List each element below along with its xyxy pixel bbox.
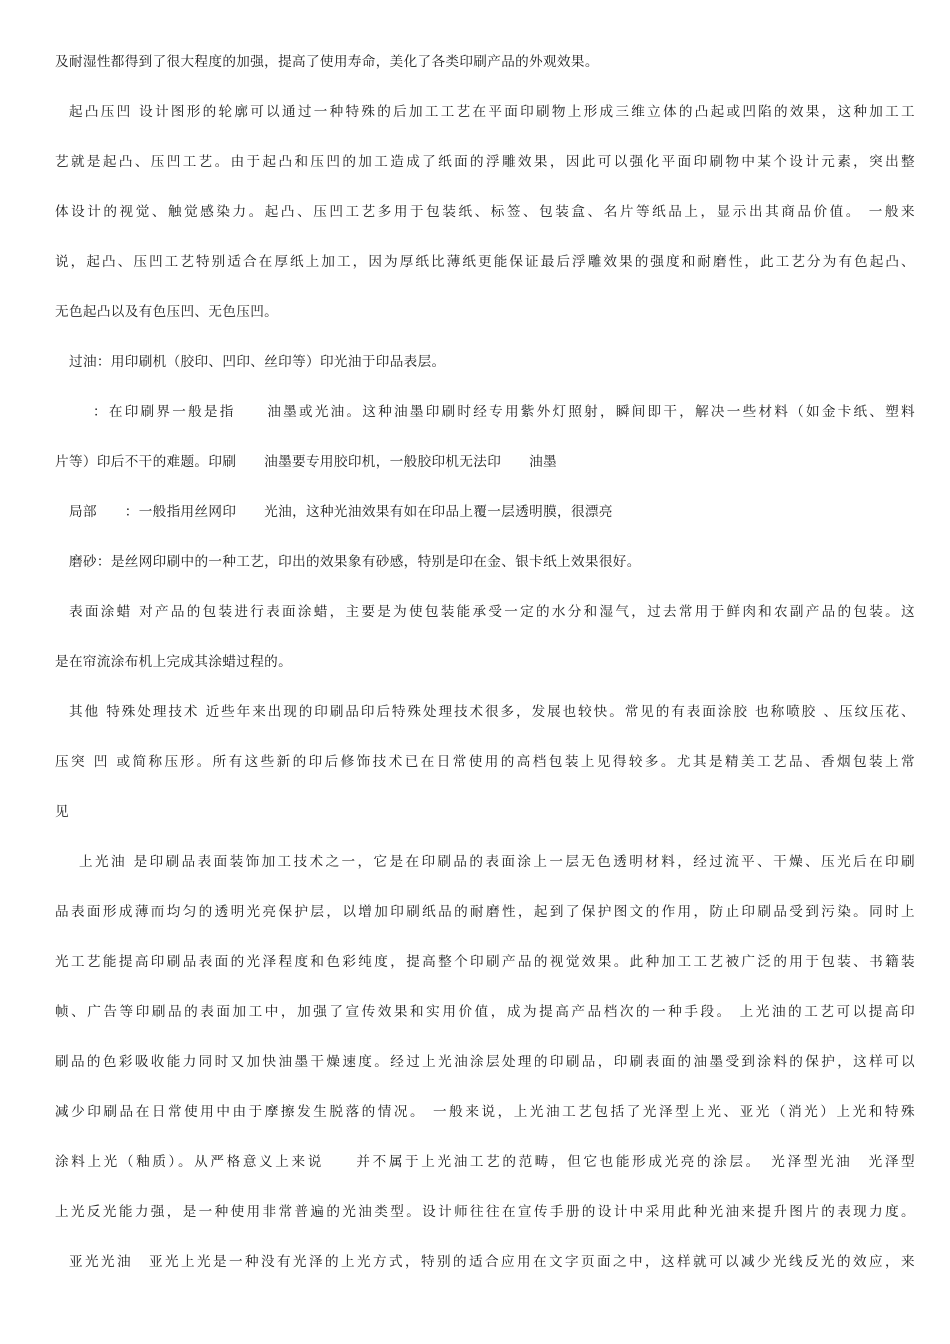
text-line: ：在印刷界一般是指 油墨或光油。这种油墨印刷时经专用紫外灯照射，瞬间即干，解决一些材料（如金卡纸、塑料 xyxy=(93,404,915,420)
text-line: 压突 凹 或简称压形。所有这些新的印后修饰技术已在日常使用的高档包装上见得较多。尤其是精美工艺品、香烟包装上常 xyxy=(55,754,915,770)
text-line: 品表面形成薄而均匀的透明光亮保护层，以增加印刷纸品的耐磨性，起到了保护图文的作用，防止印刷品受到污染。同时上 xyxy=(55,904,915,920)
text-line: 其他 特殊处理技术 近些年来出现的印刷品印后特殊处理技术很多，发展也较快。常见的有表面涂胶 也称喷胶 、压纹压花、 xyxy=(69,704,915,720)
text-line: 说，起凸、压凹工艺特别适合在厚纸上加工，因为厚纸比薄纸更能保证最后浮雕效果的强度和耐磨性，此工艺分为有色起凸、 xyxy=(55,254,915,270)
text-line: 及耐湿性都得到了很大程度的加强，提高了使用寿命，美化了各类印刷产品的外观效果。 xyxy=(55,54,599,70)
text-line: 上光反光能力强，是一种使用非常普遍的光油类型。设计师往往在宣传手册的设计中采用此种光油来提升图片的表现力度。 xyxy=(55,1204,915,1220)
text-line: 刷品的色彩吸收能力同时又加快油墨干燥速度。经过上光油涂层处理的印刷品，印刷表面的油墨受到涂料的保护，这样可以 xyxy=(55,1054,915,1070)
text-line: 见 xyxy=(55,804,69,820)
text-line: 起凸压凹 设计图形的轮廓可以通过一种特殊的后加工工艺在平面印刷物上形成三维立体的凸起或凹陷的效果，这种加工工 xyxy=(69,104,915,120)
text-line: 磨砂：是丝网印刷中的一种工艺，印出的效果象有砂感，特别是印在金、银卡纸上效果很好。 xyxy=(69,554,641,570)
text-line: 减少印刷品在日常使用中由于摩擦发生脱落的情况。 一般来说，上光油工艺包括了光泽型上光、亚光（消光）上光和特殊 xyxy=(55,1104,915,1120)
text-line: 涂料上光（釉质）。从严格意义上来说 并不属于上光油工艺的范畴，但它也能形成光亮的涂层。 光泽型光油 光泽型 xyxy=(55,1154,915,1170)
text-line: 表面涂蜡 对产品的包装进行表面涂蜡，主要是为使包装能承受一定的水分和湿气，过去常用于鲜肉和农副产品的包装。这 xyxy=(69,604,915,620)
text-line: 是在帘流涂布机上完成其涂蜡过程的。 xyxy=(55,654,293,670)
text-line: 光工艺能提高印刷品表面的光泽程度和色彩纯度，提高整个印刷产品的视觉效果。此种加工工艺被广泛的用于包装、书籍装 xyxy=(55,954,915,970)
text-line: 上光油 是印刷品表面装饰加工技术之一，它是在印刷品的表面涂上一层无色透明材料，经过流平、干燥、压光后在印刷 xyxy=(79,854,915,870)
text-line: 帧、广告等印刷品的表面加工中，加强了宣传效果和实用价值，成为提高产品档次的一种手段。 上光油的工艺可以提高印 xyxy=(55,1004,915,1020)
text-line: 片等）印后不干的难题。印刷 油墨要专用胶印机，一般胶印机无法印 油墨 xyxy=(55,454,557,470)
text-line: 局部 ：一般指用丝网印 光油，这种光油效果有如在印品上覆一层透明膜，很漂亮 xyxy=(69,504,613,520)
text-line: 无色起凸以及有色压凹、无色压凹。 xyxy=(55,304,279,320)
text-line: 艺就是起凸、压凹工艺。由于起凸和压凹的加工造成了纸面的浮雕效果，因此可以强化平面印刷物中某个设计元素，突出整 xyxy=(55,154,915,170)
text-line: 过油：用印刷机（胶印、凹印、丝印等）印光油于印品表层。 xyxy=(69,354,446,370)
text-line: 体设计的视觉、触觉感染力。起凸、压凹工艺多用于包装纸、标签、包装盒、名片等纸品上，显示出其商品价值。 一般来 xyxy=(55,204,915,220)
text-line: 亚光光油 亚光上光是一种没有光泽的上光方式，特别的适合应用在文字页面之中，这样就可以减少光线反光的效应，来 xyxy=(69,1254,915,1270)
